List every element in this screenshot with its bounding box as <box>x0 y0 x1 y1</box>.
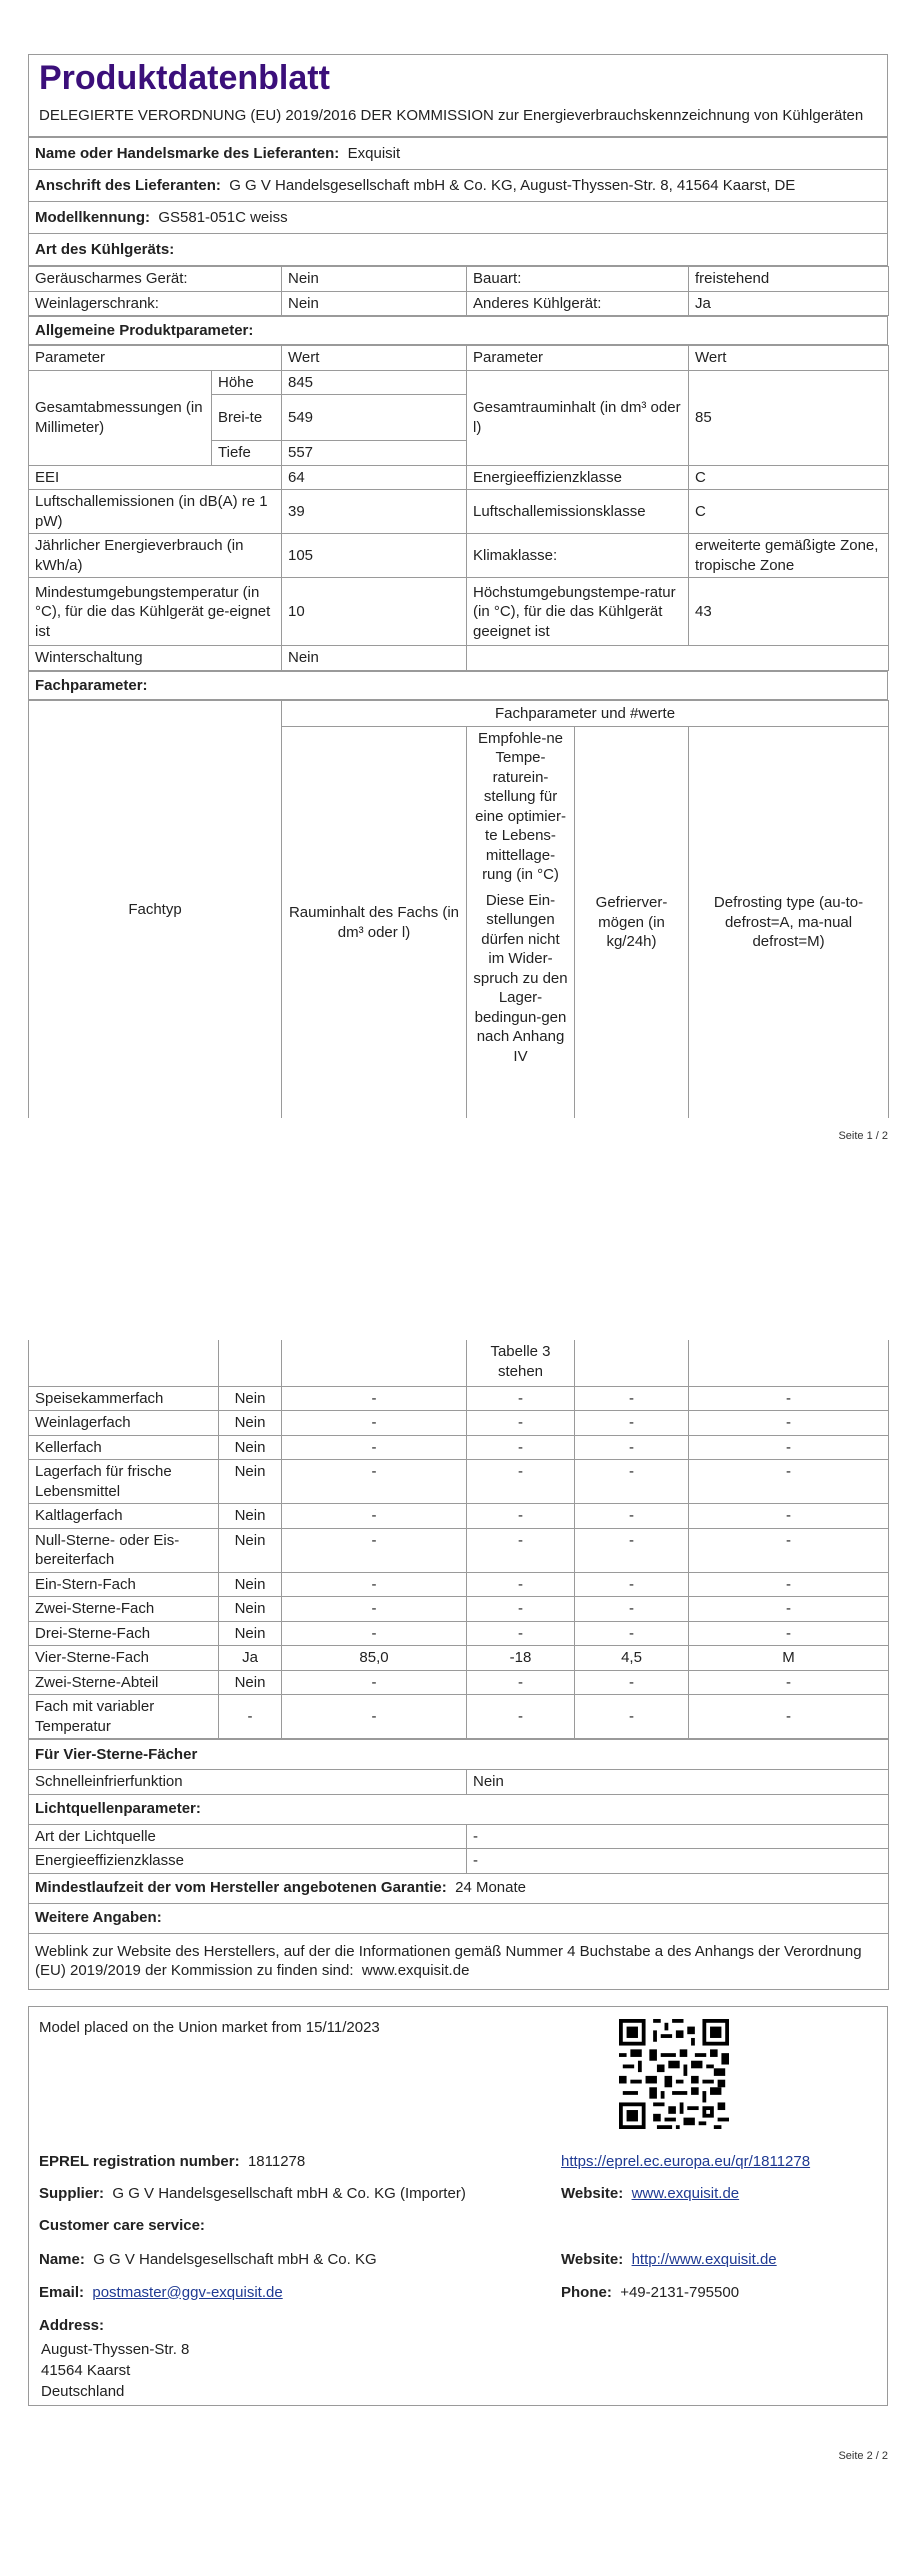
table-cell: Kaltlagerfach <box>29 1504 219 1529</box>
quick-freeze-row <box>29 1770 889 1795</box>
address-block: August-Thyssen-Str. 8 41564 Kaarst Deutschland <box>41 2340 190 2400</box>
winter-row <box>29 646 889 671</box>
table-cell: - <box>282 1528 467 1572</box>
table-cell: Drei-Sterne-Fach <box>29 1621 219 1646</box>
table-cell: - <box>467 1504 575 1529</box>
more-info-heading: Weitere Angaben: <box>29 1903 889 1933</box>
table-cell <box>575 1340 689 1386</box>
table-cell: - <box>467 1572 575 1597</box>
text-span: Mindestlaufzeit der vom Hersteller angebotenen Garantie: <box>35 1879 447 1897</box>
table-cell: - <box>282 1386 467 1411</box>
customer-care-heading: Customer care service: <box>39 2216 205 2234</box>
comp-group-header: Fachparameter und #werte <box>282 700 889 726</box>
table-cell: - <box>467 1460 575 1504</box>
text-span: Weblink zur Website des Herstellers, auf der die Informationen gemäß Nummer 4 Buchstabe a des Anhangs der Verordnung (EU) 2019/2019 der Kommission zu finden sind: <box>35 1942 862 1979</box>
table-cell: 39 <box>282 490 467 534</box>
general-params-heading: Allgemeine Produktparameter: <box>29 317 888 345</box>
fachtyp-header: Fachtyp <box>29 700 282 1118</box>
table-cell: - <box>282 1670 467 1695</box>
page-title: Produktdatenblatt <box>39 59 330 97</box>
table-cell: 105 <box>282 534 467 578</box>
table-cell: Parameter <box>29 346 282 371</box>
table-cell: - <box>575 1386 689 1411</box>
general-params-table <box>28 345 889 671</box>
table-cell: Zwei-Sterne-Fach <box>29 1597 219 1622</box>
table-cell: Lagerfach für frische Lebensmittel <box>29 1460 219 1504</box>
table-cell: 557 <box>282 441 467 466</box>
table-cell: - <box>575 1695 689 1739</box>
general-heading-table <box>28 316 888 345</box>
table-cell: 64 <box>282 465 467 490</box>
table-cell: Nein <box>219 1572 282 1597</box>
table-cell: C <box>689 490 889 534</box>
table-cell: Energieeffizienzklasse <box>467 465 689 490</box>
supplier-address-row <box>29 170 888 202</box>
light-type-row <box>29 1824 889 1849</box>
table-cell: - <box>467 1621 575 1646</box>
table-cell: Nein <box>282 646 467 671</box>
table-cell: Luftschallemissionen (in dB(A) re 1 pW) <box>29 490 282 534</box>
table-cell: Nein <box>219 1386 282 1411</box>
table-cell: - <box>219 1695 282 1739</box>
table-cell: 85,0 <box>282 1646 467 1671</box>
text-span: Anschrift des Lieferanten: <box>35 177 221 195</box>
table-cell: 845 <box>282 370 467 395</box>
comp-heading-table <box>28 671 888 700</box>
total-volume-label: Gesamtrauminhalt (in dm³ oder l) <box>467 370 689 465</box>
page-1 <box>28 54 888 1142</box>
table-cell: erweiterte gemäßigte Zone, tropische Zone <box>689 534 889 578</box>
text-span: Phone: <box>561 2283 612 2301</box>
table-row <box>29 1695 889 1739</box>
dims-row <box>29 370 889 395</box>
more-info-link[interactable]: www.exquisit.de <box>361 1962 470 1979</box>
phone-line <box>561 2284 739 2301</box>
four-star-table <box>28 1739 889 1990</box>
table-cell: M <box>689 1646 889 1671</box>
header-box <box>28 54 888 137</box>
table-cell: - <box>282 1621 467 1646</box>
table-cell: - <box>467 1597 575 1622</box>
appliance-type-table <box>28 266 889 316</box>
email-line <box>39 2284 283 2301</box>
table-cell: - <box>689 1572 889 1597</box>
regulation-subtitle: DELEGIERTE VERORDNUNG (EU) 2019/2016 DER KOMMISSION zur Energieverbrauchskennzeichnung von Kühlgeräten <box>39 107 864 125</box>
table-cell: Luftschallemissionsklasse <box>467 490 689 534</box>
table-cell: C <box>689 465 889 490</box>
page-2 <box>28 1340 888 2462</box>
text-span: Website: <box>561 2184 624 2202</box>
table-cell: Speisekammerfach <box>29 1386 219 1411</box>
table-cell: - <box>689 1435 889 1460</box>
table-cell: Nein <box>282 267 467 292</box>
table-cell: - <box>575 1621 689 1646</box>
table-cell: 549 <box>282 395 467 441</box>
website-link[interactable]: www.exquisit.de <box>631 2184 740 2202</box>
text-span: 1811278 <box>247 2152 306 2170</box>
table-cell: - <box>282 1460 467 1504</box>
table-cell: - <box>467 1435 575 1460</box>
table-cell: - <box>575 1460 689 1504</box>
table-cell: EEI <box>29 465 282 490</box>
table-cell: - <box>467 1386 575 1411</box>
table-cell: 10 <box>282 578 467 646</box>
volume-header: Rauminhalt des Fachs (in dm³ oder l) <box>282 726 467 1118</box>
table-cell: Ja <box>689 291 889 316</box>
type-row <box>29 291 889 316</box>
temp-header-cont: Tabelle 3 stehen <box>467 1340 575 1386</box>
table-cell <box>29 1340 219 1386</box>
text-span: EPREL registration number: <box>39 2152 240 2170</box>
text-span: 24 Monate <box>455 1879 526 1897</box>
table-cell <box>282 1340 467 1386</box>
table-cell: Weinlagerschrank: <box>29 291 282 316</box>
website-line <box>561 2185 739 2202</box>
table-cell: - <box>282 1572 467 1597</box>
light-heading: Lichtquellenparameter: <box>29 1794 889 1824</box>
table-cell: - <box>282 1435 467 1460</box>
table-cell: Nein <box>219 1528 282 1572</box>
table-row <box>29 1411 889 1436</box>
warranty-row <box>29 1873 889 1903</box>
table-cell: Vier-Sterne-Fach <box>29 1646 219 1671</box>
table-cell: Höhe <box>212 370 282 395</box>
table-cell: - <box>689 1504 889 1529</box>
defrost-header: Defrosting type (au-to-defrost=A, ma-nual defrost=M) <box>689 726 889 1118</box>
table-cell: - <box>575 1528 689 1572</box>
table-cell: Nein <box>219 1504 282 1529</box>
eprel-registration <box>39 2153 305 2170</box>
text-span: Name: <box>39 2250 85 2268</box>
temp-header: Empfohle-ne Tempe-raturein-stellung für eine optimier-te Lebens-mittellage-rung (in °C) Diese Ein-stellungen dürfen nicht im Wider-spruch zu den Lager-bedingun-gen nach Anhang IV <box>467 726 575 1118</box>
table-cell: - <box>575 1411 689 1436</box>
more-info-text <box>29 1933 889 1989</box>
table-row <box>29 1597 889 1622</box>
table-cell: freistehend <box>689 267 889 292</box>
table-cell: Kellerfach <box>29 1435 219 1460</box>
table-cell: - <box>689 1411 889 1436</box>
text-span: G G V Handelsgesellschaft mbH & Co. KG <box>93 2250 377 2268</box>
table-row <box>29 1621 889 1646</box>
table-cell: - <box>282 1504 467 1529</box>
table-cell: Nein <box>467 1770 889 1795</box>
table-cell: Klimaklasse: <box>467 534 689 578</box>
param-row <box>29 534 889 578</box>
table-cell: Zwei-Sterne-Abteil <box>29 1670 219 1695</box>
total-volume-value: 85 <box>689 370 889 465</box>
table-cell: Wert <box>282 346 467 371</box>
table-cell: Wert <box>689 346 889 371</box>
table-cell: -18 <box>467 1646 575 1671</box>
text-span: Email: <box>39 2283 85 2301</box>
text-span: G G V Handelsgesellschaft mbH & Co. KG (Importer) <box>112 2184 466 2202</box>
param-row <box>29 578 889 646</box>
dims-label: Gesamtabmessungen (in Millimeter) <box>29 370 212 465</box>
light-class-row <box>29 1849 889 1874</box>
table-row <box>29 1435 889 1460</box>
table-row <box>29 1572 889 1597</box>
table-row <box>29 1504 889 1529</box>
table-cell: Mindestumgebungstemperatur (in °C), für die das Kühlgerät ge-eignet ist <box>29 578 282 646</box>
supplier-line <box>39 2185 466 2202</box>
params-header-row <box>29 346 889 371</box>
freeze-header: Gefrierver-mögen (in kg/24h) <box>575 726 689 1118</box>
table-cell: - <box>282 1695 467 1739</box>
type-row <box>29 267 889 292</box>
table-cell: Nein <box>219 1621 282 1646</box>
param-row <box>29 465 889 490</box>
table-cell: Höchstumgebungstempe-ratur (in °C), für die das Kühlgerät geeignet ist <box>467 578 689 646</box>
table-cell: - <box>467 1849 889 1874</box>
table-cell: - <box>689 1621 889 1646</box>
table-cell: Schnelleinfrierfunktion <box>29 1770 467 1795</box>
page-number: Seite 2 / 2 <box>838 2449 888 2462</box>
table-cell: Anderes Kühlgerät: <box>467 291 689 316</box>
market-text: Model placed on the Union market from 15/11/2023 <box>39 2018 380 2036</box>
table-cell <box>219 1340 282 1386</box>
table-cell: Jährlicher Energieverbrauch (in kWh/a) <box>29 534 282 578</box>
care-name-line <box>39 2251 377 2268</box>
table-cell: Null-Sterne- oder Eis-bereiterfach <box>29 1528 219 1572</box>
table-cell: Ja <box>219 1646 282 1671</box>
supplier-table <box>28 137 888 266</box>
table-cell: - <box>689 1528 889 1572</box>
table-cell: - <box>467 1411 575 1436</box>
table-row <box>29 1528 889 1572</box>
comp-header-table <box>28 700 889 1119</box>
email-link[interactable]: postmaster@ggv-exquisit.de <box>92 2283 283 2301</box>
table-cell: - <box>282 1411 467 1436</box>
table-cell: Nein <box>219 1460 282 1504</box>
table-cell: Geräuscharmes Gerät: <box>29 267 282 292</box>
table-cell: - <box>689 1695 889 1739</box>
table-cell: - <box>689 1386 889 1411</box>
table-cell: - <box>575 1670 689 1695</box>
table-cell: Nein <box>219 1411 282 1436</box>
table-cell: Brei-te <box>212 395 282 441</box>
table-row <box>29 1646 889 1671</box>
table-row <box>29 1386 889 1411</box>
eprel-link[interactable]: https://eprel.ec.europa.eu/qr/1811278 <box>561 2152 811 2170</box>
table-cell: Parameter <box>467 346 689 371</box>
eprel-box <box>28 2006 888 2406</box>
text-span: GS581-051C weiss <box>158 209 288 227</box>
text-span: Name oder Handelsmarke des Lieferanten: <box>35 145 340 163</box>
table-cell: Energieeffizienzklasse <box>29 1849 467 1874</box>
table-cell: Nein <box>282 291 467 316</box>
text-span: Supplier: <box>39 2184 105 2202</box>
table-cell: - <box>689 1670 889 1695</box>
table-cell: Nein <box>219 1670 282 1695</box>
comp-params-heading: Fachparameter: <box>29 671 888 699</box>
text-span: G G V Handelsgesellschaft mbH & Co. KG, August-Thyssen-Str. 8, 41564 Kaarst, DE <box>229 177 796 195</box>
table-cell: Nein <box>219 1435 282 1460</box>
table-cell: Fach mit variabler Temperatur <box>29 1695 219 1739</box>
qr-code-icon <box>619 2019 729 2129</box>
table-cell: Bauart: <box>467 267 689 292</box>
table-cell: Art der Lichtquelle <box>29 1824 467 1849</box>
table-cell: Winterschaltung <box>29 646 282 671</box>
table-cell <box>689 1340 889 1386</box>
table-cell: Tiefe <box>212 441 282 466</box>
supplier-name-row <box>29 138 888 170</box>
compartment-table <box>28 1340 889 1739</box>
text-span: Exquisit <box>347 145 401 163</box>
table-cell: - <box>467 1670 575 1695</box>
table-cell: - <box>575 1504 689 1529</box>
text-span: +49-2131-795500 <box>620 2283 740 2301</box>
table-cell: Ein-Stern-Fach <box>29 1572 219 1597</box>
text-span: Website: <box>561 2250 624 2268</box>
address-heading: Address: <box>39 2316 105 2334</box>
table-row <box>29 1670 889 1695</box>
care-website-line <box>561 2251 777 2268</box>
text-span: Modellkennung: <box>35 209 150 227</box>
table-cell: - <box>689 1597 889 1622</box>
table-cell: Weinlagerfach <box>29 1411 219 1436</box>
table-cell: Nein <box>219 1597 282 1622</box>
table-cell: - <box>282 1597 467 1622</box>
care-website-link[interactable]: http://www.exquisit.de <box>631 2250 777 2268</box>
page-number: Seite 1 / 2 <box>838 1130 888 1143</box>
table-cell: - <box>575 1597 689 1622</box>
table-cell: - <box>467 1528 575 1572</box>
table-cell: - <box>467 1824 889 1849</box>
table-cell: - <box>575 1572 689 1597</box>
table-cell <box>467 646 889 671</box>
model-row <box>29 202 888 234</box>
four-star-heading: Für Vier-Sterne-Fächer <box>29 1740 889 1770</box>
table-cell: - <box>575 1435 689 1460</box>
param-row <box>29 490 889 534</box>
table-cell: - <box>467 1695 575 1739</box>
table-cell: 43 <box>689 578 889 646</box>
table-cell: 4,5 <box>575 1646 689 1671</box>
table-cell: - <box>689 1460 889 1504</box>
appliance-type-heading: Art des Kühlgeräts: <box>29 234 888 266</box>
table-row <box>29 1460 889 1504</box>
